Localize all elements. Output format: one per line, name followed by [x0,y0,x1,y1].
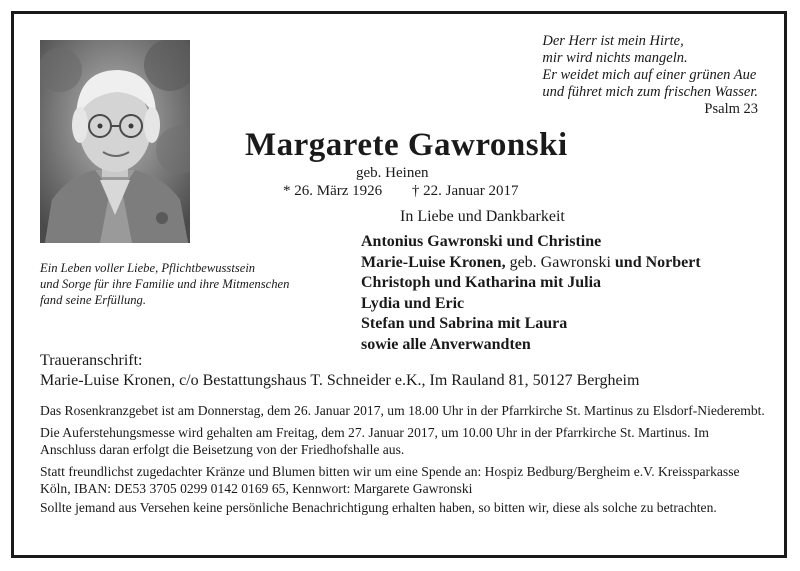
quote-line: und Sorge für ihre Familie und ihre Mitmenschen [40,277,290,291]
mourner-birth-name: geb. Gawronski [505,253,615,271]
mourner-row: Stefan und Sabrina mit Laura [361,315,568,332]
mourner-row: sowie alle Anverwandten [361,335,531,353]
psalm-line: Der Herr ist mein Hirte, [542,33,684,49]
portrait-photo [40,40,190,243]
thanks-heading: In Liebe und Dankbarkeit [400,208,565,225]
quote-line: fand seine Erfüllung. [40,293,146,307]
portrait-image [40,40,190,243]
psalm-quote [542,33,758,118]
mourner-name: Marie-Luise Kronen, [361,253,506,271]
psalm-reference: Psalm 23 [704,101,758,117]
death-date: † 22. Januar 2017 [411,183,519,199]
memorial-quote [40,260,350,308]
notice-donation: Statt freundlichst zugedachter Kränze und Blumen bitten wir um eine Spende an: Hospiz Bedburg/Bergheim e.V. Kreissparkasse Köln, IBAN: DE53 3705 0299 0142 0169 65, Kennwort: Margarete Gawronski [40,464,740,496]
psalm-line: mir wird nichts mangeln. [542,50,688,66]
mourner-partner: und Norbert [614,253,701,271]
notice-rosary: Das Rosenkranzgebet ist am Donnerstag, dem 26. Januar 2017, um 18.00 Uhr in der Pfarrkirche St. Martinus zu Elsdorf-Niederembt. [40,403,765,418]
life-dates [283,183,519,200]
mourners-list [361,232,701,355]
notice-notification: Sollte jemand aus Versehen keine persönliche Benachrichtigung erhalten haben, so bitten wir, diese als solche zu betrachten. [40,500,717,515]
mourner-row: Antonius Gawronski und Christine [361,233,602,250]
deceased-name: Margarete Gawronski [245,127,568,163]
psalm-line: Er weidet mich auf einer grünen Aue [542,67,757,83]
birth-name: geb. Heinen [356,165,429,181]
address-label: Traueranschrift: [40,352,143,369]
psalm-line: und führet mich zum frischen Wasser. [542,84,758,100]
notices [40,402,765,521]
address-text: Marie-Luise Kronen, c/o Bestattungshaus T. Schneider e.K., Im Rauland 81, 50127 Bergheim [40,372,640,389]
birth-date: * 26. März 1926 [283,183,383,199]
mourner-row [361,253,701,274]
mourner-row: Lydia und Eric [361,294,465,312]
mourner-row: Christoph und Katharina mit Julia [361,274,602,291]
notice-mass: Die Auferstehungsmesse wird gehalten am Freitag, dem 27. Januar 2017, um 10.00 Uhr in der Pfarrkirche St. Martinus. Im Anschluss daran erfolgt die Beisetzung von der Friedhofshalle aus. [40,425,709,457]
quote-line: Ein Leben voller Liebe, Pflichtbewusstsein [40,261,256,275]
